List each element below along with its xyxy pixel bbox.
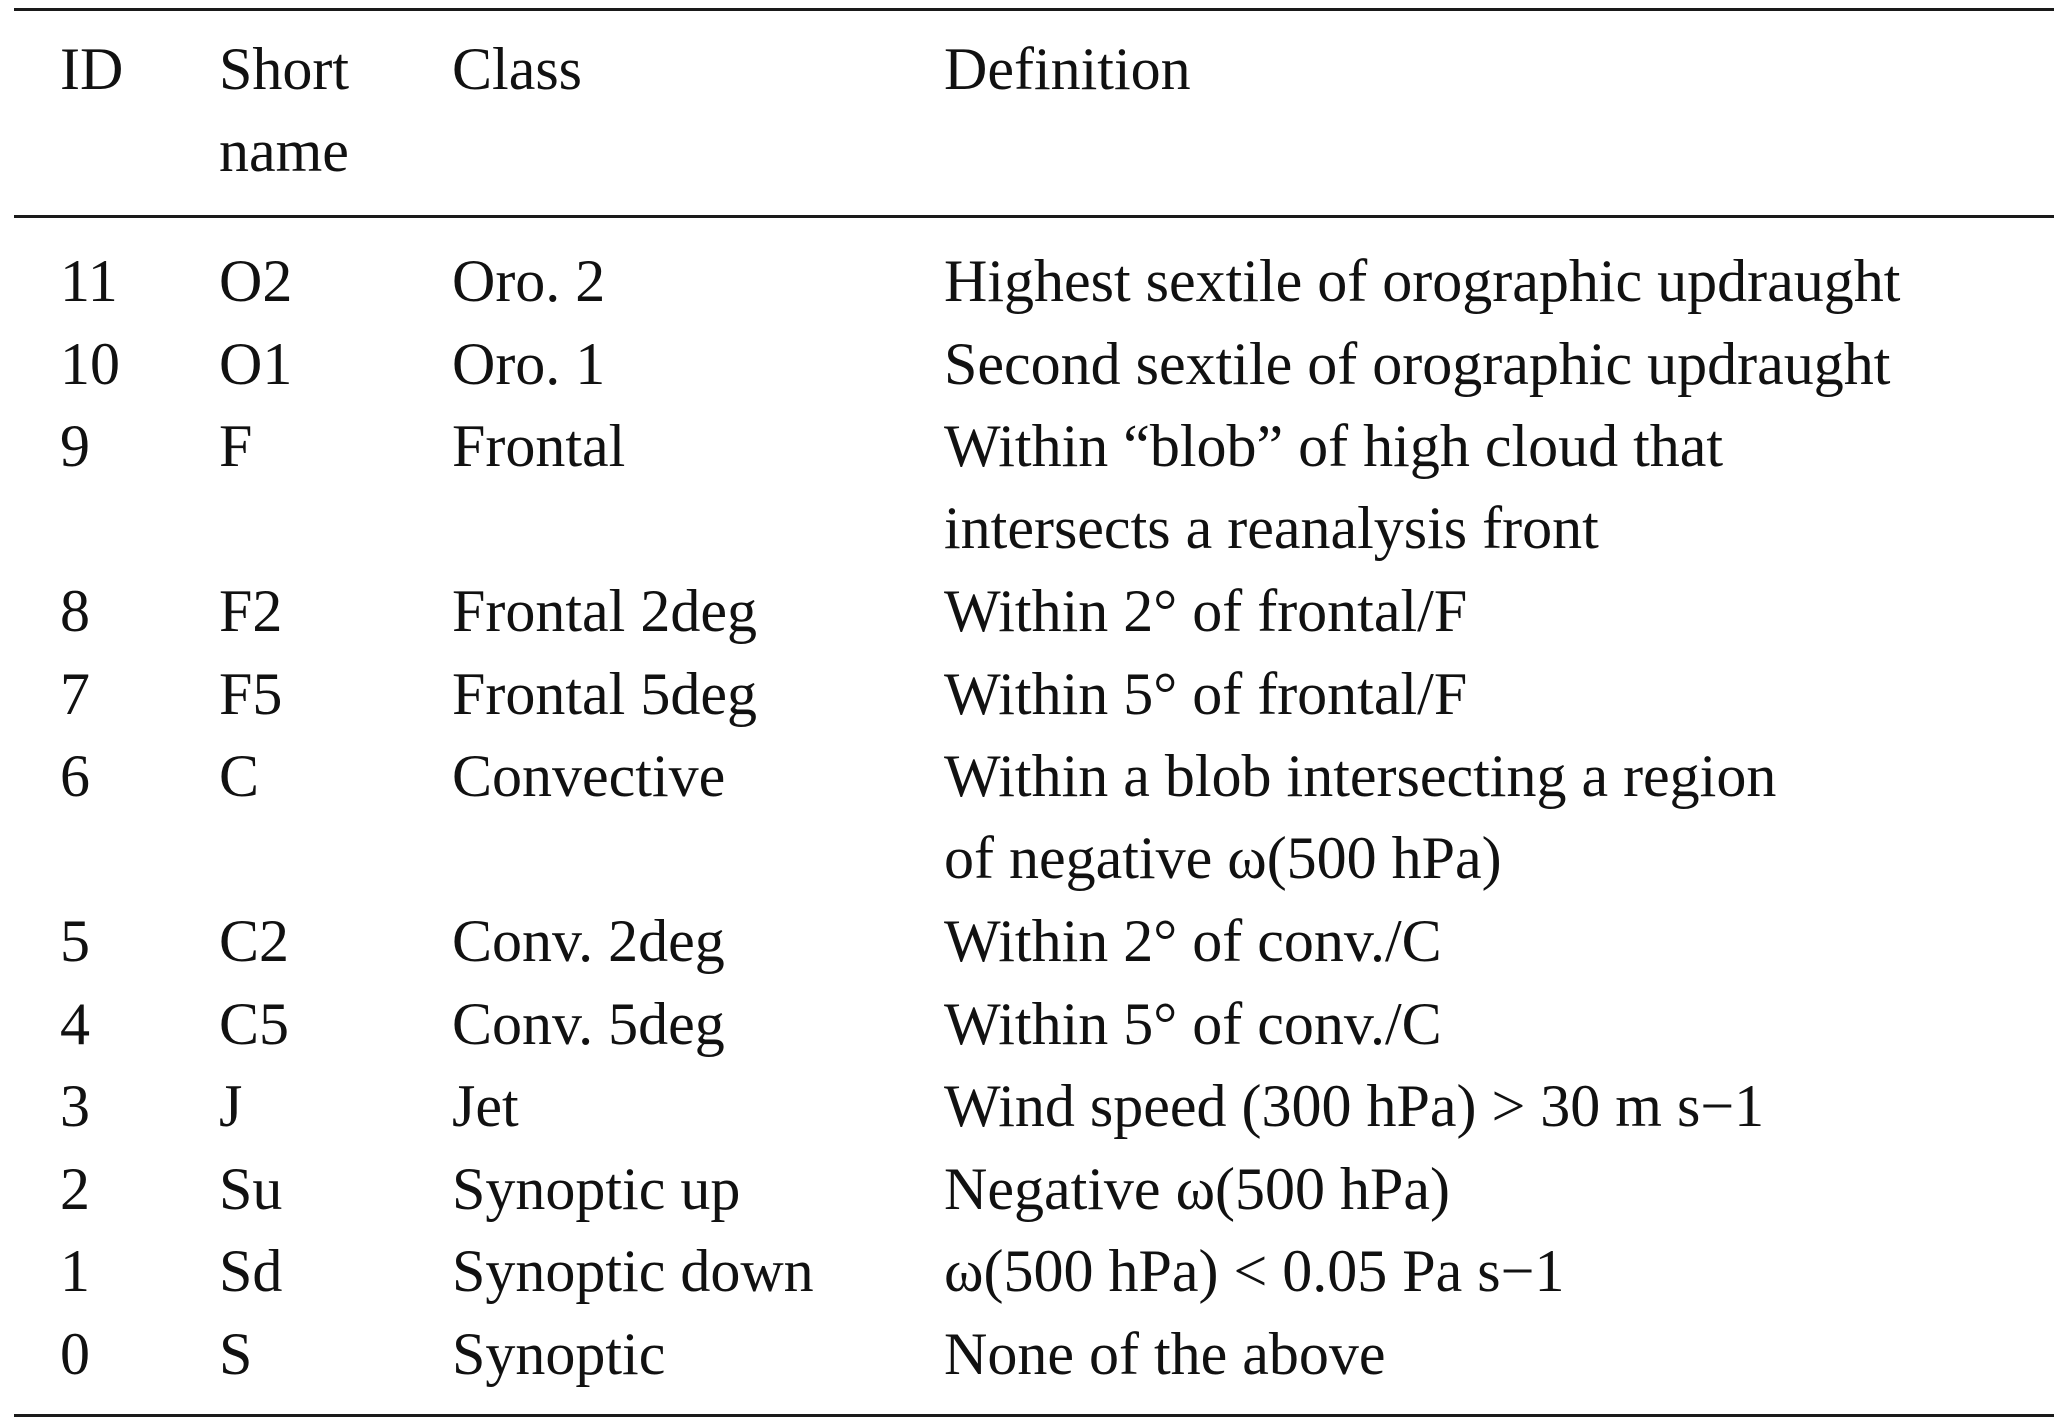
row-short-name: F2 (219, 578, 283, 644)
row-short-name: O1 (219, 330, 293, 397)
row-definition (944, 1065, 2044, 1147)
row-short-name: C2 (219, 908, 290, 974)
row-id: 0 (60, 1320, 90, 1387)
row-id: 5 (60, 908, 90, 974)
row-definition (944, 735, 2044, 899)
row-definition (944, 1230, 2044, 1312)
row-definition (944, 240, 2044, 322)
row-class: Frontal 5deg (452, 660, 757, 727)
row-class: Convective (452, 743, 726, 809)
header-short-name (219, 28, 389, 192)
row-class: Frontal (452, 413, 626, 479)
row-definition-line: Highest sextile of orographic updraught (944, 248, 1901, 314)
row-id: 8 (60, 578, 90, 644)
row-definition (944, 323, 2044, 405)
row-id: 1 (60, 1238, 90, 1304)
header-id: ID (60, 36, 124, 102)
row-definition-line: Within 2° of conv./C (944, 908, 1442, 974)
row-definition-line: Within 2° of frontal/F (944, 578, 1468, 644)
row-class: Jet (452, 1073, 519, 1139)
row-class: Frontal 2deg (452, 578, 757, 644)
row-definition-line: Within 5° of conv./C (944, 990, 1442, 1057)
row-id: 11 (60, 248, 118, 314)
row-id: 9 (60, 413, 90, 479)
row-class: Synoptic (452, 1320, 666, 1387)
row-definition (944, 900, 2044, 982)
row-class: Conv. 5deg (452, 990, 725, 1057)
row-id: 10 (60, 330, 120, 397)
row-short-name: Su (219, 1155, 283, 1222)
row-class: Oro. 1 (452, 330, 606, 397)
row-class: Conv. 2deg (452, 908, 725, 974)
row-id: 4 (60, 990, 90, 1057)
header-short-name-line1: Short (219, 36, 350, 102)
row-definition (944, 405, 2044, 569)
row-definition-line: ω(500 hPa) < 0.05 Pa s−1 (944, 1238, 1565, 1304)
row-short-name: O2 (219, 248, 293, 314)
row-id: 7 (60, 660, 90, 727)
row-definition-line: None of the above (944, 1320, 1386, 1387)
header-class: Class (452, 36, 583, 102)
row-definition-line: Within “blob” of high cloud that (944, 413, 1724, 479)
row-definition (944, 983, 2044, 1065)
row-definition-line: Within a blob intersecting a region (944, 743, 1777, 809)
row-definition (944, 1313, 2044, 1395)
row-class: Synoptic down (452, 1238, 814, 1304)
row-id: 6 (60, 743, 90, 809)
header-short-name-line2: name (219, 118, 349, 184)
row-short-name: Sd (219, 1238, 283, 1304)
row-short-name: C5 (219, 990, 290, 1057)
row-id: 3 (60, 1073, 90, 1139)
row-class: Synoptic up (452, 1155, 741, 1222)
row-definition-line: Second sextile of orographic updraught (944, 330, 1891, 397)
row-definition (944, 653, 2044, 735)
row-id: 2 (60, 1155, 90, 1222)
row-short-name: F (219, 413, 253, 479)
row-definition-line: Within 5° of frontal/F (944, 660, 1468, 727)
row-short-name: F5 (219, 660, 283, 727)
row-class: Oro. 2 (452, 248, 606, 314)
row-definition-line: intersects a reanalysis front (944, 495, 1599, 561)
row-short-name: C (219, 743, 260, 809)
row-short-name: S (219, 1320, 253, 1387)
header-definition: Definition (944, 36, 1191, 102)
row-definition (944, 570, 2044, 652)
row-definition-line: of negative ω(500 hPa) (944, 825, 1502, 891)
row-definition-line: Wind speed (300 hPa) > 30 m s−1 (944, 1073, 1765, 1139)
row-definition (944, 1148, 2044, 1230)
row-definition-line: Negative ω(500 hPa) (944, 1155, 1451, 1222)
row-short-name: J (219, 1073, 243, 1139)
